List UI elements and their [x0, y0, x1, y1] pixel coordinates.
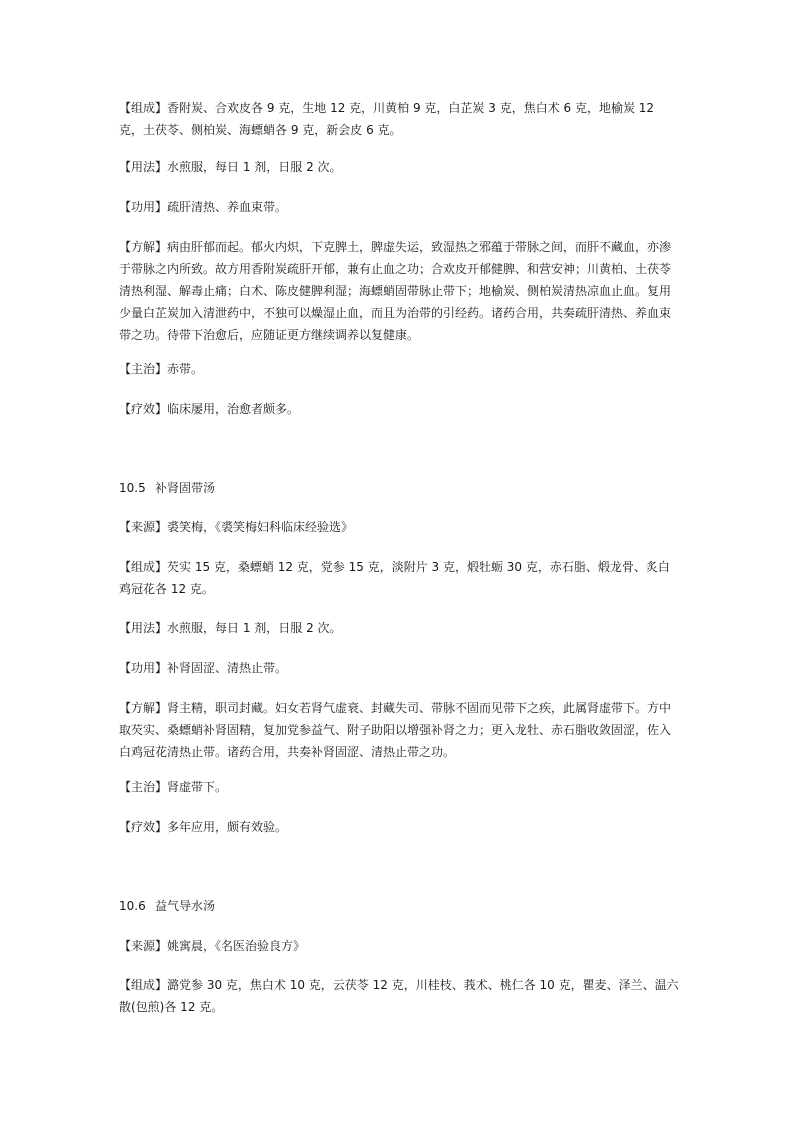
efficacy-paragraph: 【疗效】多年应用，颇有效验。 [119, 820, 288, 834]
section-heading-10-5 [119, 477, 215, 499]
composition-paragraph: 【组成】芡实 15 克，桑螵蛸 12 克，党参 15 克，淡附片 3 克，煅牡蛎 30 克，赤石脂、煅龙骨、炙白鸡冠花各 12 克。 [119, 560, 670, 596]
indication-paragraph: 【主治】赤带。 [119, 362, 204, 376]
function-paragraph: 【功用】补肾固涩、清热止带。 [119, 661, 288, 675]
section-heading-10-6 [119, 895, 215, 917]
efficacy-paragraph: 【疗效】临床屡用，治愈者颇多。 [119, 402, 300, 416]
section-title: 益气导水汤 [155, 899, 216, 913]
section-number: 10.6 [119, 899, 146, 913]
explanation-paragraph: 【方解】病由肝郁而起。郁火内炽，下克脾土，脾虚失运，致湿热之邪蕴于带脉之间，而肝不藏血，亦渗于带脉之内所致。故方用香附炭疏肝开郁，兼有止血之功；合欢皮开郁健脾、和营安神；川黄柏、土茯苓清热利湿、解毒止痛；白术、陈皮健脾利湿；海螵蛸固带脉止带下；地榆炭、侧柏炭清热凉血止血。复用少量白芷炭加入清泄药中，不独可以燥湿止血，而且为治带的引经药。诸药合用，共奏疏肝清热、养血束带之功。待带下治愈后，应随证更方继续调养以复健康。 [119, 240, 672, 342]
function-paragraph: 【功用】疏肝清热、养血束带。 [119, 200, 288, 214]
section-title: 补肾固带汤 [155, 481, 216, 495]
composition-paragraph: 【组成】香附炭、合欢皮各 9 克，生地 12 克，川黄柏 9 克，白芷炭 3 克，焦白术 6 克，地榆炭 12 克，土茯苓、侧柏炭、海螵蛸各 9 克，新会皮 6 克。 [119, 101, 655, 137]
source-paragraph: 【来源】裘笑梅，《裘笑梅妇科临床经验选》 [119, 520, 354, 534]
section-number: 10.5 [119, 481, 146, 495]
composition-paragraph: 【组成】潞党参 30 克，焦白术 10 克，云茯苓 12 克，川桂枝、莪术、桃仁各 10 克，瞿麦、泽兰、温六散(包煎)各 12 克。 [119, 978, 679, 1014]
indication-paragraph: 【主治】肾虚带下。 [119, 780, 228, 794]
explanation-paragraph: 【方解】肾主精，职司封藏。妇女若肾气虚衰、封藏失司、带脉不固而见带下之疾，此属肾虚带下。方中取芡实、桑螵蛸补肾固精，复加党参益气、附子助阳以增强补肾之力；更入龙牡、赤石脂收敛固涩，佐入白鸡冠花清热止带。诸药合用，共奏补肾固涩、清热止带之功。 [119, 701, 672, 759]
usage-paragraph: 【用法】水煎服，每日 1 剂，日服 2 次。 [119, 621, 342, 635]
usage-paragraph: 【用法】水煎服，每日 1 剂，日服 2 次。 [119, 160, 342, 174]
source-paragraph: 【来源】姚寓晨，《名医治验良方》 [119, 939, 306, 953]
